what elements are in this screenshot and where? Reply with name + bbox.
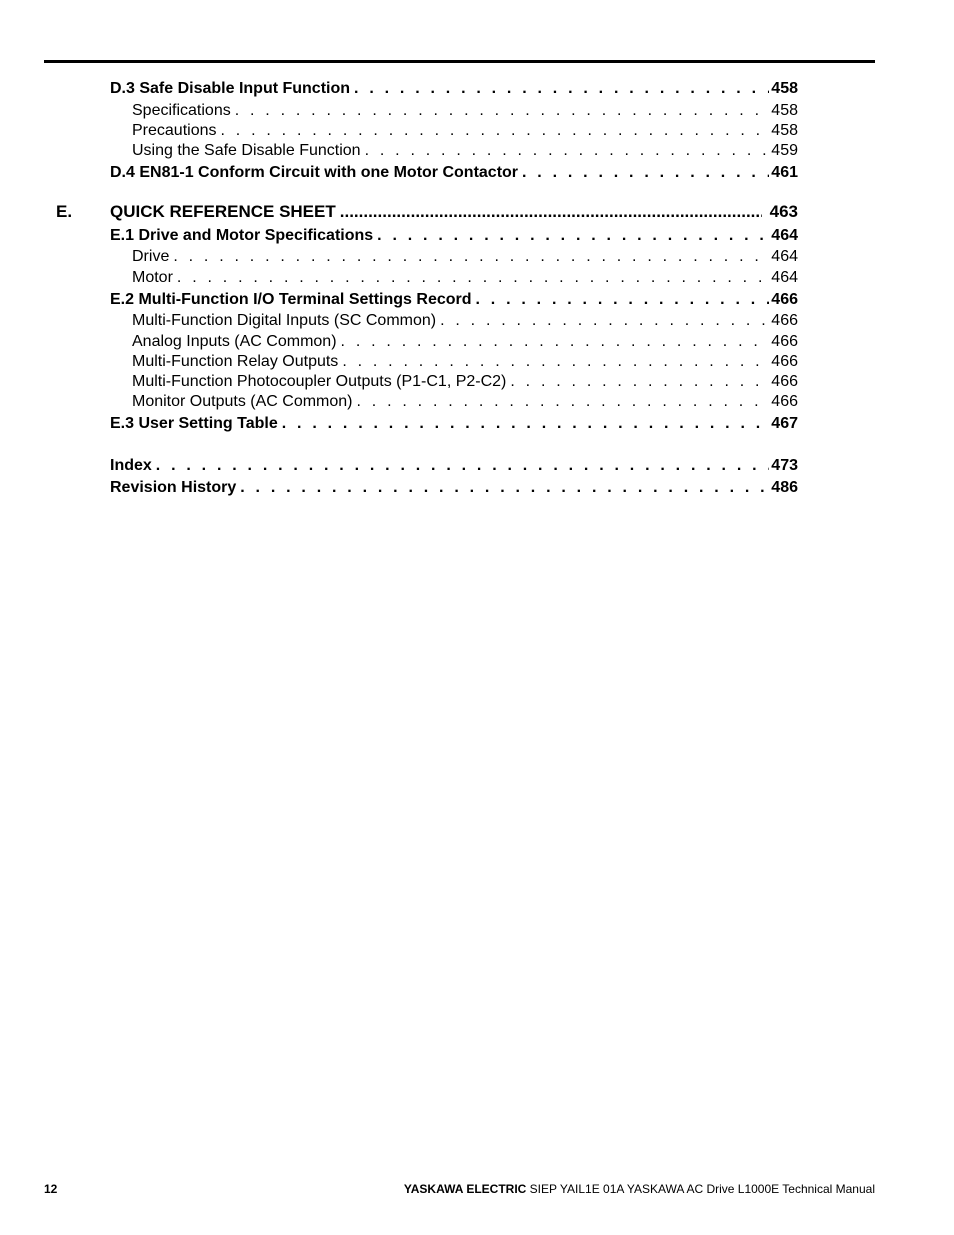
toc-entry-page: 464	[771, 269, 798, 286]
toc-entry-page: 466	[771, 333, 798, 350]
toc-entry-page: 464	[771, 227, 798, 244]
dot-leader	[156, 456, 770, 476]
toc-entry-e2-digital-inputs[interactable]	[132, 311, 798, 331]
toc-entry-d3-using[interactable]	[132, 141, 798, 161]
toc-entry-page: 458	[771, 102, 798, 119]
toc-entry-title: Analog Inputs (AC Common)	[132, 333, 337, 350]
toc-entry-page: 473	[771, 457, 798, 474]
toc-entry-title: Multi-Function Digital Inputs (SC Common)	[132, 312, 437, 329]
toc-entry-page: 461	[771, 164, 798, 181]
toc-entry-title: D.3 Safe Disable Input Function	[110, 80, 351, 97]
toc-entry-e3[interactable]	[110, 414, 798, 434]
toc-entry-e2-analog-inputs[interactable]	[132, 332, 798, 352]
toc-entry-title: Revision History	[110, 479, 237, 496]
dot-leader	[354, 79, 769, 99]
dot-leader	[240, 478, 769, 498]
toc-entry-title: E.3 User Setting Table	[110, 415, 278, 432]
toc-entry-title: E.2 Multi-Function I/O Terminal Settings Record	[110, 291, 472, 308]
dot-leader	[235, 101, 770, 121]
toc-entry-page: 466	[771, 291, 798, 308]
footer-manual-title	[404, 1181, 875, 1197]
dot-leader	[357, 392, 770, 412]
toc-entry-d3-precautions[interactable]	[132, 121, 798, 141]
appendix-letter: E.	[56, 202, 73, 221]
toc-entry-title: Using the Safe Disable Function	[132, 142, 361, 159]
toc-entry-page: 466	[771, 393, 798, 410]
toc-entry-title: E.1 Drive and Motor Specifications	[110, 227, 374, 244]
dot-leader	[365, 141, 770, 161]
toc-entry-page: 458	[771, 80, 798, 97]
toc-entry-page: 466	[771, 312, 798, 329]
toc-entry-e1-drive[interactable]	[132, 247, 798, 267]
toc-entry-title: Specifications	[132, 102, 231, 119]
toc-entry-title: Monitor Outputs (AC Common)	[132, 393, 353, 410]
footer-brand: YASKAWA ELECTRIC	[403, 1182, 527, 1196]
dot-leader	[510, 372, 769, 392]
dot-leader	[177, 268, 769, 288]
toc-entry-title: QUICK REFERENCE SHEET	[110, 202, 336, 221]
toc-entry-title: Precautions	[132, 122, 217, 139]
toc-entry-title: D.4 EN81-1 Conform Circuit with one Motor Contactor	[110, 164, 519, 181]
top-rule	[44, 60, 875, 63]
toc-entry-e1[interactable]	[110, 226, 798, 246]
dot-leader	[342, 352, 769, 372]
dot-leader	[221, 121, 770, 141]
toc-entry-title: Multi-Function Relay Outputs	[132, 353, 339, 370]
dot-leader	[440, 311, 769, 331]
toc-entry-page: 467	[771, 415, 798, 432]
dot-leader	[377, 226, 769, 246]
toc-entry-page: 486	[771, 479, 798, 496]
toc-entry-title: Index	[110, 457, 152, 474]
footer-manual-name: SIEP YAIL1E 01A YASKAWA AC Drive L1000E Technical Manual	[529, 1182, 875, 1196]
toc-entry-page: 466	[771, 373, 798, 390]
dot-leader	[282, 414, 770, 434]
toc-entry-title: Drive	[132, 248, 170, 265]
toc-entry-page: 464	[771, 248, 798, 265]
toc-entry-e2-monitor-outputs[interactable]	[132, 392, 798, 412]
page-number: 12	[44, 1182, 58, 1196]
dot-leader	[476, 290, 770, 310]
dot-leader	[522, 163, 769, 183]
toc-entry-page: 459	[771, 142, 798, 159]
toc-entry-title: Motor	[132, 269, 173, 286]
toc-entry-appendix-e[interactable]	[110, 202, 798, 222]
toc-entry-e2[interactable]	[110, 290, 798, 310]
toc-entry-d3-specifications[interactable]	[132, 101, 798, 121]
toc-entry-page: 463	[769, 202, 798, 221]
toc-entry-revision-history[interactable]	[110, 478, 798, 498]
toc-entry-d3[interactable]	[110, 79, 798, 99]
toc-entry-e1-motor[interactable]	[132, 268, 798, 288]
toc-entry-index[interactable]	[110, 456, 798, 476]
toc-entry-title: Multi-Function Photocoupler Outputs (P1-C1, P2-C2)	[132, 373, 507, 390]
dot-leader	[340, 202, 762, 222]
dot-leader	[173, 247, 769, 267]
toc-entry-e2-relay-outputs[interactable]	[132, 352, 798, 372]
toc-entry-e2-photocoupler-outputs[interactable]	[132, 372, 798, 392]
toc-entry-d4[interactable]	[110, 163, 798, 183]
toc-entry-page: 466	[771, 353, 798, 370]
dot-leader	[341, 332, 770, 352]
toc-entry-page: 458	[771, 122, 798, 139]
